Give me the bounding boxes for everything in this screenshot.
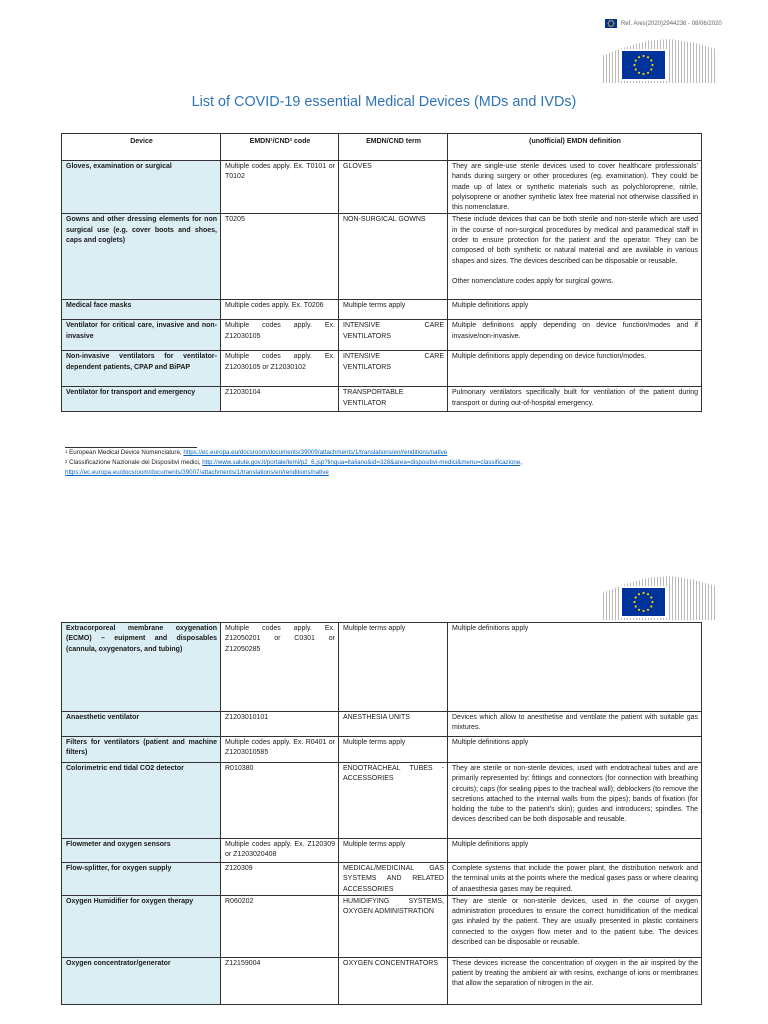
flag-star xyxy=(612,25,613,26)
flag-star xyxy=(638,609,640,611)
term-text: HUMIDIFYING SYSTEMS, OXYGEN ADMINISTRATION xyxy=(343,897,444,916)
code-cell xyxy=(221,351,339,387)
code-cell xyxy=(221,387,339,412)
code-cell xyxy=(221,161,339,214)
term-cell xyxy=(339,712,448,737)
code-text: Multiple codes apply. Ex. Z12030105 or Z12030102 xyxy=(225,353,335,371)
definition-text: These devices increase the concentration of oxygen in the air inspired by the patient by treating the ambient air with resins, exchange of ions or membranes that allow the separation of nitrogen in the air. xyxy=(452,959,698,988)
flag-star xyxy=(642,610,644,612)
code-text: Multiple codes apply. Ex. Z12030105 xyxy=(225,322,335,340)
table-row xyxy=(62,214,702,300)
flag-star xyxy=(635,596,637,598)
definition-text: Devices which allow to anesthetise and ventilate the patient with suitable gas mixtures. xyxy=(452,714,698,732)
flag-star xyxy=(610,26,611,27)
code-cell xyxy=(221,895,339,957)
table-row xyxy=(62,300,702,320)
flag-star xyxy=(609,20,610,21)
flag-star xyxy=(638,593,640,595)
term-text: ENDOTRACHEAL TUBES - ACCESSORIES xyxy=(343,765,444,783)
term-text: Multiple terms apply xyxy=(343,739,406,746)
device-cell xyxy=(62,737,221,763)
code-text: Z120309 xyxy=(225,865,253,872)
definition-note: Other nomenclature codes apply for surgical gowns. xyxy=(452,278,614,286)
definition-text: Multiple definitions apply xyxy=(452,302,529,310)
device-text: Filters for ventilators (patient and machine filters) xyxy=(66,739,217,757)
definition-cell xyxy=(448,895,702,957)
device-text: Ventilator for transport and emergency xyxy=(66,389,196,397)
flag-star xyxy=(635,605,637,607)
term-text: Multiple terms apply xyxy=(343,841,406,848)
device-text: Oxygen concentrator/generator xyxy=(66,959,171,967)
flag-star xyxy=(613,23,614,24)
code-cell xyxy=(221,320,339,351)
device-text: Flowmeter and oxygen sensors xyxy=(66,841,171,848)
device-cell xyxy=(62,623,221,712)
table-row xyxy=(62,351,702,387)
flag-star xyxy=(635,59,637,61)
table-row xyxy=(62,863,702,896)
code-text: Multiple codes apply. Ex. Z120309 or Z1203020408 xyxy=(225,841,335,859)
footnote-separator-text: , xyxy=(520,459,523,466)
definition-cell xyxy=(448,737,702,763)
eu-flag-icon xyxy=(605,19,617,28)
flag-star xyxy=(608,24,609,25)
flag-star xyxy=(642,73,644,75)
flag-star xyxy=(612,20,613,21)
table-row xyxy=(62,623,702,712)
flag-star xyxy=(633,64,635,66)
definition-text: Multiple definitions apply depending on device function/modes. xyxy=(452,353,647,361)
flag-star xyxy=(633,601,635,603)
flag-star xyxy=(650,596,652,598)
table-row xyxy=(62,387,702,412)
device-text: Anaesthetic ventilator xyxy=(66,714,140,721)
definition-cell xyxy=(448,351,702,387)
flag-star xyxy=(642,592,644,594)
footnote-marker: 1 xyxy=(65,449,68,454)
flag-star xyxy=(647,72,649,74)
table-row xyxy=(62,320,702,351)
flag-star xyxy=(613,24,614,25)
table-row xyxy=(62,839,702,863)
term-cell xyxy=(339,623,448,712)
flag-star xyxy=(647,609,649,611)
footnote-link[interactable]: https://ec.europa.eu/docsroom/documents/39009/attachments/1/translations/en/renditions/native xyxy=(183,449,448,456)
term-cell xyxy=(339,957,448,1004)
reference-text: Ref. Ares(2020)2944236 - 08/06/2020 xyxy=(621,20,722,27)
term-text: Multiple terms apply xyxy=(343,625,406,632)
definition-cell xyxy=(448,300,702,320)
code-cell xyxy=(221,957,339,1004)
footnote-2-continued xyxy=(65,468,522,478)
device-cell xyxy=(62,351,221,387)
european-commission-logo xyxy=(603,39,715,83)
eu-flag-icon xyxy=(622,51,665,79)
device-text: Non-invasive ventilators for ventilator-dependent patients, CPAP and BiPAP xyxy=(66,353,217,371)
code-cell xyxy=(221,863,339,896)
flag-star xyxy=(650,605,652,607)
term-text: INTENSIVE CARE VENTILATORS xyxy=(343,353,444,371)
header-device: Device xyxy=(62,134,221,161)
table-row xyxy=(62,957,702,1004)
term-text: MEDICAL/MEDICINAL GAS SYSTEMS AND RELATED ACCESSORIES xyxy=(343,865,444,893)
flag-star xyxy=(635,68,637,70)
definition-text: Pulmonary ventilators specifically built for ventilation of the patient during transport or during out-of-hospital emergency. xyxy=(452,389,698,407)
reference-stamp xyxy=(605,18,722,29)
term-text: GLOVES xyxy=(343,163,372,170)
device-text: Flow-splitter, for oxygen supply xyxy=(66,865,172,872)
footnote-link[interactable]: https://ec.europa.eu/docsroom/documents/39007/attachments/1/translations/en/renditions/native xyxy=(65,469,329,476)
flag-star xyxy=(650,59,652,61)
term-text: NON-SURGICAL GOWNS xyxy=(343,216,426,224)
term-cell xyxy=(339,387,448,412)
term-text: INTENSIVE CARE VENTILATORS xyxy=(343,322,444,340)
definition-cell xyxy=(448,214,702,300)
definition-cell xyxy=(448,387,702,412)
device-text: Extracorporeal membrane oxygenation (ECMO) – euipment and disposables (cannula, oxygenators, and tubing) xyxy=(66,625,217,653)
code-cell xyxy=(221,763,339,839)
table-body xyxy=(62,161,702,412)
page-title: List of COVID-19 essential Medical Devices (MDs and IVDs) xyxy=(191,94,577,110)
device-cell xyxy=(62,300,221,320)
device-cell xyxy=(62,839,221,863)
table-row xyxy=(62,895,702,957)
flag-star xyxy=(608,23,609,24)
term-cell xyxy=(339,300,448,320)
footnote-link[interactable]: http://www.salute.gov.it/portale/temi/p2_6.jsp?lingua=italiano&id=328&area=dispositivi-medici&menu=classificazione xyxy=(202,459,521,466)
table-body xyxy=(62,623,702,1005)
code-text: R010380 xyxy=(225,765,254,772)
code-text: Z12030104 xyxy=(225,389,261,397)
code-text: Multiple codes apply. Ex. Z12050201 or C0301 or Z12050285 xyxy=(225,625,335,653)
definition-cell xyxy=(448,161,702,214)
device-text: Medical face masks xyxy=(66,302,132,310)
definition-text: Multiple definitions apply xyxy=(452,841,529,848)
definition-text: Multiple definitions apply depending on device function/modes and if invasive/non-invasive. xyxy=(452,322,698,340)
term-cell xyxy=(339,839,448,863)
flag-star xyxy=(638,72,640,74)
device-cell xyxy=(62,957,221,1004)
footnote-2 xyxy=(65,458,522,468)
term-cell xyxy=(339,737,448,763)
device-cell xyxy=(62,712,221,737)
definition-text: They are sterile or non-sterile devices, used in the course of oxygen administration procedures to ensure the correct humidification of the medical gas inhaled by the patient. They are usually presented in plastic containers connected to the oxygen flow meter and to the patient tube. The devices described can be disposable or reusable. xyxy=(452,897,698,947)
definition-text: Complete systems that include the power plant, the distribution network and the terminal units at the points where the medical gases pass or where clearing of anaesthesia gases may be required. xyxy=(452,865,698,893)
definition-cell xyxy=(448,763,702,839)
header-definition: (unofficial) EMDN definition xyxy=(448,134,702,161)
definition-cell xyxy=(448,712,702,737)
footnote-marker: 2 xyxy=(65,459,68,464)
devices-table-1 xyxy=(61,133,702,412)
code-text: Multiple codes apply. Ex. T0101 or T0102 xyxy=(225,163,335,181)
device-cell xyxy=(62,161,221,214)
device-cell xyxy=(62,863,221,896)
header-code: EMDN¹/CND² code xyxy=(221,134,339,161)
flag-star xyxy=(608,21,609,22)
code-text: Multiple codes apply. Ex. R0401 or Z1203010585 xyxy=(225,739,335,757)
table-row xyxy=(62,763,702,839)
definition-cell xyxy=(448,957,702,1004)
footnote-1 xyxy=(65,448,522,458)
flag-star xyxy=(651,601,653,603)
device-text: Gloves, examination or surgical xyxy=(66,163,172,170)
footnote-text: European Medical Device Nomenclature, xyxy=(67,449,184,456)
table-header-row xyxy=(62,134,702,161)
term-text: ANESTHESIA UNITS xyxy=(343,714,410,721)
flag-star xyxy=(647,56,649,58)
code-cell xyxy=(221,623,339,712)
definition-text: They are single-use sterile devices used to cover healthcare professionals’ hands during surgery or other procedures (eg. examination). They could be made up of latex or synthetic materials such as polychloroprene, nitrile, polyisoprene or another synthetic latex free material not otherwise classified in this nomenclature. xyxy=(452,163,698,212)
eu-flag-icon xyxy=(622,588,665,616)
table-row xyxy=(62,161,702,214)
device-cell xyxy=(62,320,221,351)
table-row xyxy=(62,737,702,763)
footnote-text: Classificazione Nazionale dei Dispositivi medici, xyxy=(67,459,203,466)
code-text: Multiple codes apply. Ex. T0206 xyxy=(225,302,324,310)
code-cell xyxy=(221,839,339,863)
flag-star xyxy=(651,64,653,66)
flag-star xyxy=(642,55,644,57)
code-cell xyxy=(221,300,339,320)
code-cell xyxy=(221,712,339,737)
device-text: Gowns and other dressing elements for non surgical use (e.g. cover boots and shoes, caps and coglets) xyxy=(66,216,217,245)
device-cell xyxy=(62,214,221,300)
code-text: R060202 xyxy=(225,897,254,905)
term-cell xyxy=(339,320,448,351)
device-cell xyxy=(62,763,221,839)
term-text: OXYGEN CONCENTRATORS xyxy=(343,959,439,967)
definition-cell xyxy=(448,863,702,896)
definition-text: Multiple definitions apply xyxy=(452,739,529,746)
term-cell xyxy=(339,895,448,957)
term-cell xyxy=(339,351,448,387)
header-term: EMDN/CND term xyxy=(339,134,448,161)
device-text: Colorimetric end tidal CO2 detector xyxy=(66,765,184,772)
flag-star xyxy=(647,593,649,595)
definition-text: They are sterile or non-sterile devices, used with endotracheal tubes and are primarily represented by: fittings and connectors (for connection with breathing circuits); caps (for sealing pipes to the tracheal wall); deblockers (to remove the secretions attached to the internal walls from the pipes); bands of fixation (for holding the tube to the patient’s skin); guides and introducers; spindles. The devices described can be both disposable and reusable. xyxy=(452,765,698,824)
code-text: Z1203010101 xyxy=(225,714,269,721)
flag-star xyxy=(650,68,652,70)
devices-table-2 xyxy=(61,622,702,1005)
definition-cell xyxy=(448,623,702,712)
code-text: T0205 xyxy=(225,216,245,224)
table-row xyxy=(62,712,702,737)
code-cell xyxy=(221,214,339,300)
flag-star xyxy=(638,56,640,58)
european-commission-logo xyxy=(603,576,715,620)
definition-cell xyxy=(448,320,702,351)
definition-text: Multiple definitions apply xyxy=(452,625,529,632)
term-text: TRANSPORTABLE VENTILATOR xyxy=(343,389,404,407)
device-text: Ventilator for critical care, invasive and non-invasive xyxy=(66,322,217,340)
term-cell xyxy=(339,161,448,214)
device-text: Oxygen Humidifier for oxygen therapy xyxy=(66,897,194,905)
flag-star xyxy=(609,25,610,26)
device-cell xyxy=(62,895,221,957)
definition-cell xyxy=(448,839,702,863)
device-cell xyxy=(62,387,221,412)
code-text: Z12159004 xyxy=(225,959,261,967)
term-cell xyxy=(339,214,448,300)
definition-text: These include devices that can be both sterile and non-sterile which are used in the course of non-surgical procedures by medical and paramedical staff in order to ensure protection for the patient and the operator. They can be composed of both synthetic or natural material and are available in various shapes and sizes. The devices described can be disposable or reusable. xyxy=(452,216,698,265)
term-text: Multiple terms apply xyxy=(343,302,406,310)
code-cell xyxy=(221,737,339,763)
term-cell xyxy=(339,763,448,839)
footnotes xyxy=(65,448,522,478)
term-cell xyxy=(339,863,448,896)
flag-star xyxy=(613,21,614,22)
flag-star xyxy=(610,20,611,21)
